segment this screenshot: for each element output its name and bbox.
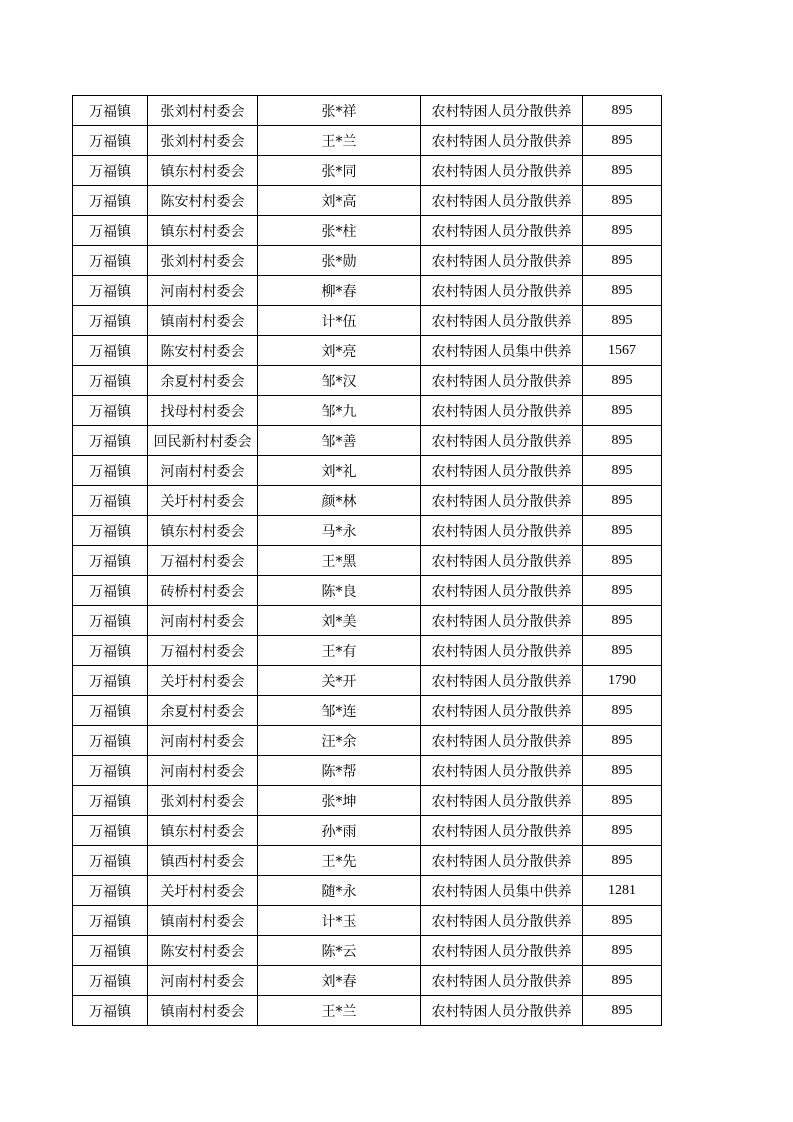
support-type-cell: 农村特困人员分散供养 (421, 696, 583, 726)
town-cell: 万福镇 (73, 216, 148, 246)
village-cell: 关圩村村委会 (148, 876, 258, 906)
name-cell: 王*黑 (258, 546, 421, 576)
amount-cell: 895 (583, 606, 662, 636)
support-type-cell: 农村特困人员分散供养 (421, 396, 583, 426)
village-cell: 砖桥村村委会 (148, 576, 258, 606)
support-type-cell: 农村特困人员分散供养 (421, 96, 583, 126)
town-cell: 万福镇 (73, 396, 148, 426)
village-cell: 河南村村委会 (148, 606, 258, 636)
town-cell: 万福镇 (73, 996, 148, 1026)
support-type-cell: 农村特困人员分散供养 (421, 456, 583, 486)
town-cell: 万福镇 (73, 966, 148, 996)
village-cell: 陈安村村委会 (148, 936, 258, 966)
amount-cell: 895 (583, 366, 662, 396)
support-type-cell: 农村特困人员集中供养 (421, 876, 583, 906)
name-cell: 刘*春 (258, 966, 421, 996)
town-cell: 万福镇 (73, 366, 148, 396)
village-cell: 镇东村村委会 (148, 156, 258, 186)
table-row (73, 966, 662, 996)
table-row (73, 396, 662, 426)
town-cell: 万福镇 (73, 846, 148, 876)
town-cell: 万福镇 (73, 96, 148, 126)
name-cell: 孙*雨 (258, 816, 421, 846)
table-row (73, 636, 662, 666)
town-cell: 万福镇 (73, 516, 148, 546)
table-row (73, 246, 662, 276)
village-cell: 镇南村村委会 (148, 306, 258, 336)
support-type-cell: 农村特困人员分散供养 (421, 846, 583, 876)
support-type-cell: 农村特困人员分散供养 (421, 426, 583, 456)
table-row (73, 516, 662, 546)
table-row (73, 996, 662, 1026)
village-cell: 陈安村村委会 (148, 186, 258, 216)
village-cell: 张刘村村委会 (148, 246, 258, 276)
town-cell: 万福镇 (73, 156, 148, 186)
village-cell: 关圩村村委会 (148, 486, 258, 516)
support-type-cell: 农村特困人员分散供养 (421, 816, 583, 846)
name-cell: 张*祥 (258, 96, 421, 126)
support-type-cell: 农村特困人员分散供养 (421, 276, 583, 306)
town-cell: 万福镇 (73, 426, 148, 456)
support-type-cell: 农村特困人员分散供养 (421, 186, 583, 216)
village-cell: 张刘村村委会 (148, 786, 258, 816)
town-cell: 万福镇 (73, 546, 148, 576)
amount-cell: 895 (583, 636, 662, 666)
village-cell: 找母村村委会 (148, 396, 258, 426)
town-cell: 万福镇 (73, 126, 148, 156)
support-type-cell: 农村特困人员分散供养 (421, 366, 583, 396)
table-row (73, 666, 662, 696)
amount-cell: 895 (583, 846, 662, 876)
name-cell: 张*同 (258, 156, 421, 186)
amount-cell: 895 (583, 726, 662, 756)
name-cell: 邹*九 (258, 396, 421, 426)
village-cell: 张刘村村委会 (148, 96, 258, 126)
village-cell: 关圩村村委会 (148, 666, 258, 696)
amount-cell: 895 (583, 306, 662, 336)
town-cell: 万福镇 (73, 246, 148, 276)
village-cell: 张刘村村委会 (148, 126, 258, 156)
table-row (73, 336, 662, 366)
town-cell: 万福镇 (73, 186, 148, 216)
name-cell: 张*柱 (258, 216, 421, 246)
name-cell: 陈*良 (258, 576, 421, 606)
village-cell: 镇西村村委会 (148, 846, 258, 876)
table-row (73, 786, 662, 816)
name-cell: 王*有 (258, 636, 421, 666)
amount-cell: 895 (583, 96, 662, 126)
village-cell: 余夏村村委会 (148, 366, 258, 396)
amount-cell: 895 (583, 906, 662, 936)
support-type-cell: 农村特困人员分散供养 (421, 636, 583, 666)
amount-cell: 895 (583, 996, 662, 1026)
name-cell: 邹*汉 (258, 366, 421, 396)
name-cell: 马*永 (258, 516, 421, 546)
name-cell: 刘*亮 (258, 336, 421, 366)
village-cell: 镇东村村委会 (148, 216, 258, 246)
town-cell: 万福镇 (73, 306, 148, 336)
name-cell: 刘*礼 (258, 456, 421, 486)
amount-cell: 895 (583, 246, 662, 276)
name-cell: 张*勋 (258, 246, 421, 276)
support-type-cell: 农村特困人员分散供养 (421, 726, 583, 756)
table-row (73, 546, 662, 576)
village-cell: 河南村村委会 (148, 756, 258, 786)
support-type-cell: 农村特困人员分散供养 (421, 306, 583, 336)
name-cell: 邹*连 (258, 696, 421, 726)
table-row (73, 696, 662, 726)
support-type-cell: 农村特困人员分散供养 (421, 936, 583, 966)
support-type-cell: 农村特困人员集中供养 (421, 336, 583, 366)
town-cell: 万福镇 (73, 636, 148, 666)
table-row (73, 456, 662, 486)
table-row (73, 756, 662, 786)
table-row (73, 366, 662, 396)
table-row (73, 576, 662, 606)
village-cell: 万福村村委会 (148, 636, 258, 666)
town-cell: 万福镇 (73, 606, 148, 636)
amount-cell: 1790 (583, 666, 662, 696)
name-cell: 汪*余 (258, 726, 421, 756)
amount-cell: 895 (583, 786, 662, 816)
amount-cell: 895 (583, 456, 662, 486)
support-type-cell: 农村特困人员分散供养 (421, 156, 583, 186)
support-type-cell: 农村特困人员分散供养 (421, 996, 583, 1026)
name-cell: 王*兰 (258, 996, 421, 1026)
amount-cell: 895 (583, 276, 662, 306)
support-type-cell: 农村特困人员分散供养 (421, 216, 583, 246)
table-row (73, 156, 662, 186)
amount-cell: 895 (583, 576, 662, 606)
support-type-cell: 农村特困人员分散供养 (421, 906, 583, 936)
table-row (73, 216, 662, 246)
amount-cell: 895 (583, 156, 662, 186)
village-cell: 陈安村村委会 (148, 336, 258, 366)
town-cell: 万福镇 (73, 456, 148, 486)
town-cell: 万福镇 (73, 576, 148, 606)
support-type-cell: 农村特困人员分散供养 (421, 126, 583, 156)
support-type-cell: 农村特困人员分散供养 (421, 786, 583, 816)
village-cell: 镇南村村委会 (148, 996, 258, 1026)
town-cell: 万福镇 (73, 696, 148, 726)
village-cell: 万福村村委会 (148, 546, 258, 576)
town-cell: 万福镇 (73, 276, 148, 306)
table-row (73, 486, 662, 516)
table-row (73, 846, 662, 876)
name-cell: 王*先 (258, 846, 421, 876)
support-type-cell: 农村特困人员分散供养 (421, 516, 583, 546)
name-cell: 刘*美 (258, 606, 421, 636)
name-cell: 王*兰 (258, 126, 421, 156)
amount-cell: 895 (583, 546, 662, 576)
table-row (73, 816, 662, 846)
town-cell: 万福镇 (73, 906, 148, 936)
name-cell: 邹*善 (258, 426, 421, 456)
village-cell: 镇南村村委会 (148, 906, 258, 936)
support-type-cell: 农村特困人员分散供养 (421, 666, 583, 696)
town-cell: 万福镇 (73, 666, 148, 696)
name-cell: 计*玉 (258, 906, 421, 936)
table-row (73, 96, 662, 126)
table-row (73, 876, 662, 906)
town-cell: 万福镇 (73, 876, 148, 906)
amount-cell: 895 (583, 756, 662, 786)
table-row (73, 126, 662, 156)
amount-cell: 895 (583, 396, 662, 426)
name-cell: 计*伍 (258, 306, 421, 336)
amount-cell: 895 (583, 186, 662, 216)
table-row (73, 426, 662, 456)
village-cell: 余夏村村委会 (148, 696, 258, 726)
name-cell: 柳*春 (258, 276, 421, 306)
amount-cell: 895 (583, 126, 662, 156)
relief-table (72, 95, 662, 1026)
table-row (73, 726, 662, 756)
table-row (73, 936, 662, 966)
village-cell: 镇东村村委会 (148, 516, 258, 546)
support-type-cell: 农村特困人员分散供养 (421, 966, 583, 996)
village-cell: 河南村村委会 (148, 276, 258, 306)
amount-cell: 895 (583, 486, 662, 516)
town-cell: 万福镇 (73, 726, 148, 756)
table-row (73, 306, 662, 336)
village-cell: 河南村村委会 (148, 966, 258, 996)
support-type-cell: 农村特困人员分散供养 (421, 246, 583, 276)
town-cell: 万福镇 (73, 336, 148, 366)
name-cell: 陈*帮 (258, 756, 421, 786)
name-cell: 关*开 (258, 666, 421, 696)
amount-cell: 895 (583, 696, 662, 726)
table-row (73, 186, 662, 216)
village-cell: 河南村村委会 (148, 726, 258, 756)
amount-cell: 895 (583, 216, 662, 246)
amount-cell: 895 (583, 936, 662, 966)
table-body (73, 96, 662, 1026)
amount-cell: 1281 (583, 876, 662, 906)
name-cell: 陈*云 (258, 936, 421, 966)
amount-cell: 895 (583, 426, 662, 456)
table-row (73, 276, 662, 306)
name-cell: 张*坤 (258, 786, 421, 816)
village-cell: 河南村村委会 (148, 456, 258, 486)
town-cell: 万福镇 (73, 786, 148, 816)
amount-cell: 1567 (583, 336, 662, 366)
name-cell: 刘*高 (258, 186, 421, 216)
table-row (73, 606, 662, 636)
support-type-cell: 农村特困人员分散供养 (421, 576, 583, 606)
support-type-cell: 农村特困人员分散供养 (421, 756, 583, 786)
town-cell: 万福镇 (73, 936, 148, 966)
village-cell: 镇东村村委会 (148, 816, 258, 846)
name-cell: 随*永 (258, 876, 421, 906)
table-row (73, 906, 662, 936)
support-type-cell: 农村特困人员分散供养 (421, 546, 583, 576)
amount-cell: 895 (583, 516, 662, 546)
support-type-cell: 农村特困人员分散供养 (421, 486, 583, 516)
amount-cell: 895 (583, 966, 662, 996)
name-cell: 颜*林 (258, 486, 421, 516)
amount-cell: 895 (583, 816, 662, 846)
town-cell: 万福镇 (73, 486, 148, 516)
town-cell: 万福镇 (73, 756, 148, 786)
village-cell: 回民新村村委会 (148, 426, 258, 456)
support-type-cell: 农村特困人员分散供养 (421, 606, 583, 636)
town-cell: 万福镇 (73, 816, 148, 846)
